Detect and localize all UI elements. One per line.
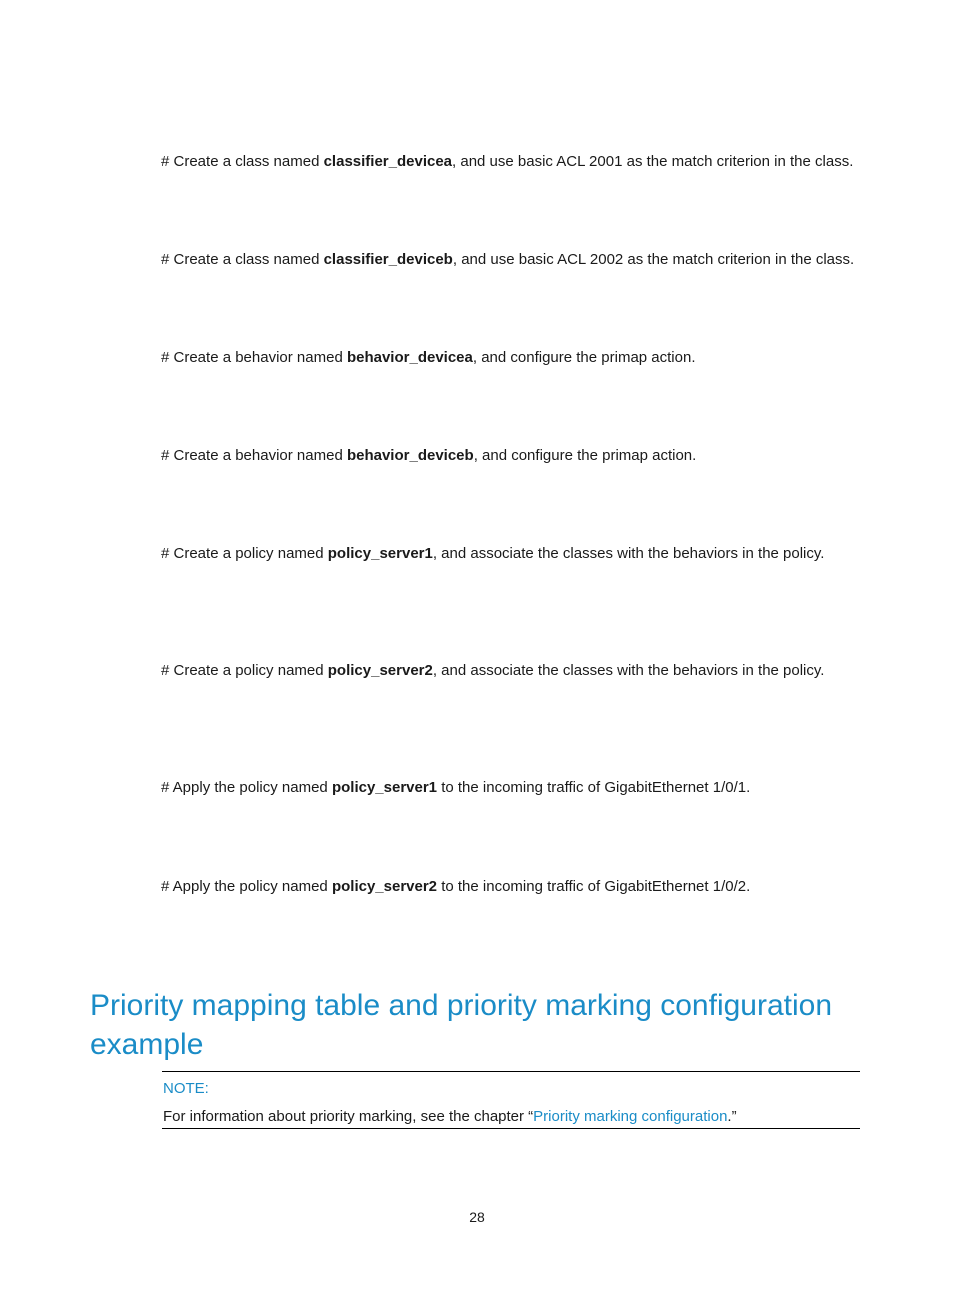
paragraph-create-behavior-a xyxy=(161,349,881,367)
page-number: 28 xyxy=(469,1209,485,1225)
paragraph-text: # Create a class named xyxy=(161,153,324,170)
paragraph-text: # Create a policy named xyxy=(161,662,328,679)
command-keyword: classifier_deviceb xyxy=(323,251,453,268)
note-label: NOTE: xyxy=(163,1080,209,1097)
note-text xyxy=(163,1108,737,1126)
priority-marking-link[interactable]: Priority marking configuration xyxy=(533,1108,728,1125)
paragraph-create-policy-2 xyxy=(161,662,881,680)
command-keyword: classifier_devicea xyxy=(323,153,453,170)
command-keyword: policy_server1 xyxy=(327,545,433,562)
paragraph-text: , and use basic ACL 2002 as the match criterion in the class. xyxy=(452,251,855,268)
paragraph-text: # Create a behavior named xyxy=(161,349,347,366)
paragraph-text: to the incoming traffic of GigabitEthernet 1/0/1. xyxy=(437,779,751,796)
paragraph-apply-policy-1 xyxy=(161,779,881,797)
command-keyword: policy_server1 xyxy=(331,779,438,796)
paragraph-apply-policy-2 xyxy=(161,878,881,896)
paragraph-text: , and use basic ACL 2001 as the match criterion in the class. xyxy=(452,153,854,170)
command-keyword: policy_server2 xyxy=(331,878,438,895)
paragraph-text: # Create a behavior named xyxy=(161,447,347,464)
section-heading: Priority mapping table and priority marking configuration example xyxy=(90,988,833,1061)
paragraph-text: # Apply the policy named xyxy=(161,779,332,796)
paragraph-text: , and associate the classes with the behaviors in the policy. xyxy=(432,662,825,679)
command-keyword: behavior_deviceb xyxy=(346,447,474,464)
paragraph-text: , and configure the primap action. xyxy=(473,447,697,464)
paragraph-text: , and associate the classes with the behaviors in the policy. xyxy=(432,545,825,562)
command-keyword: policy_server2 xyxy=(327,662,433,679)
paragraph-create-class-b xyxy=(161,251,881,269)
paragraph-text: # Create a policy named xyxy=(161,545,328,562)
note-text-post: .” xyxy=(727,1108,737,1125)
note-text-pre: For information about priority marking, see the chapter “ xyxy=(163,1108,534,1125)
note-box xyxy=(162,1071,860,1129)
paragraph-text: to the incoming traffic of GigabitEthernet 1/0/2. xyxy=(437,878,751,895)
paragraph-create-policy-1 xyxy=(161,545,881,563)
paragraph-text: # Apply the policy named xyxy=(161,878,332,895)
paragraph-create-behavior-b xyxy=(161,447,881,465)
command-keyword: behavior_devicea xyxy=(346,349,473,366)
paragraph-create-class-a xyxy=(161,153,881,171)
paragraph-text: , and configure the primap action. xyxy=(472,349,696,366)
paragraph-text: # Create a class named xyxy=(161,251,324,268)
